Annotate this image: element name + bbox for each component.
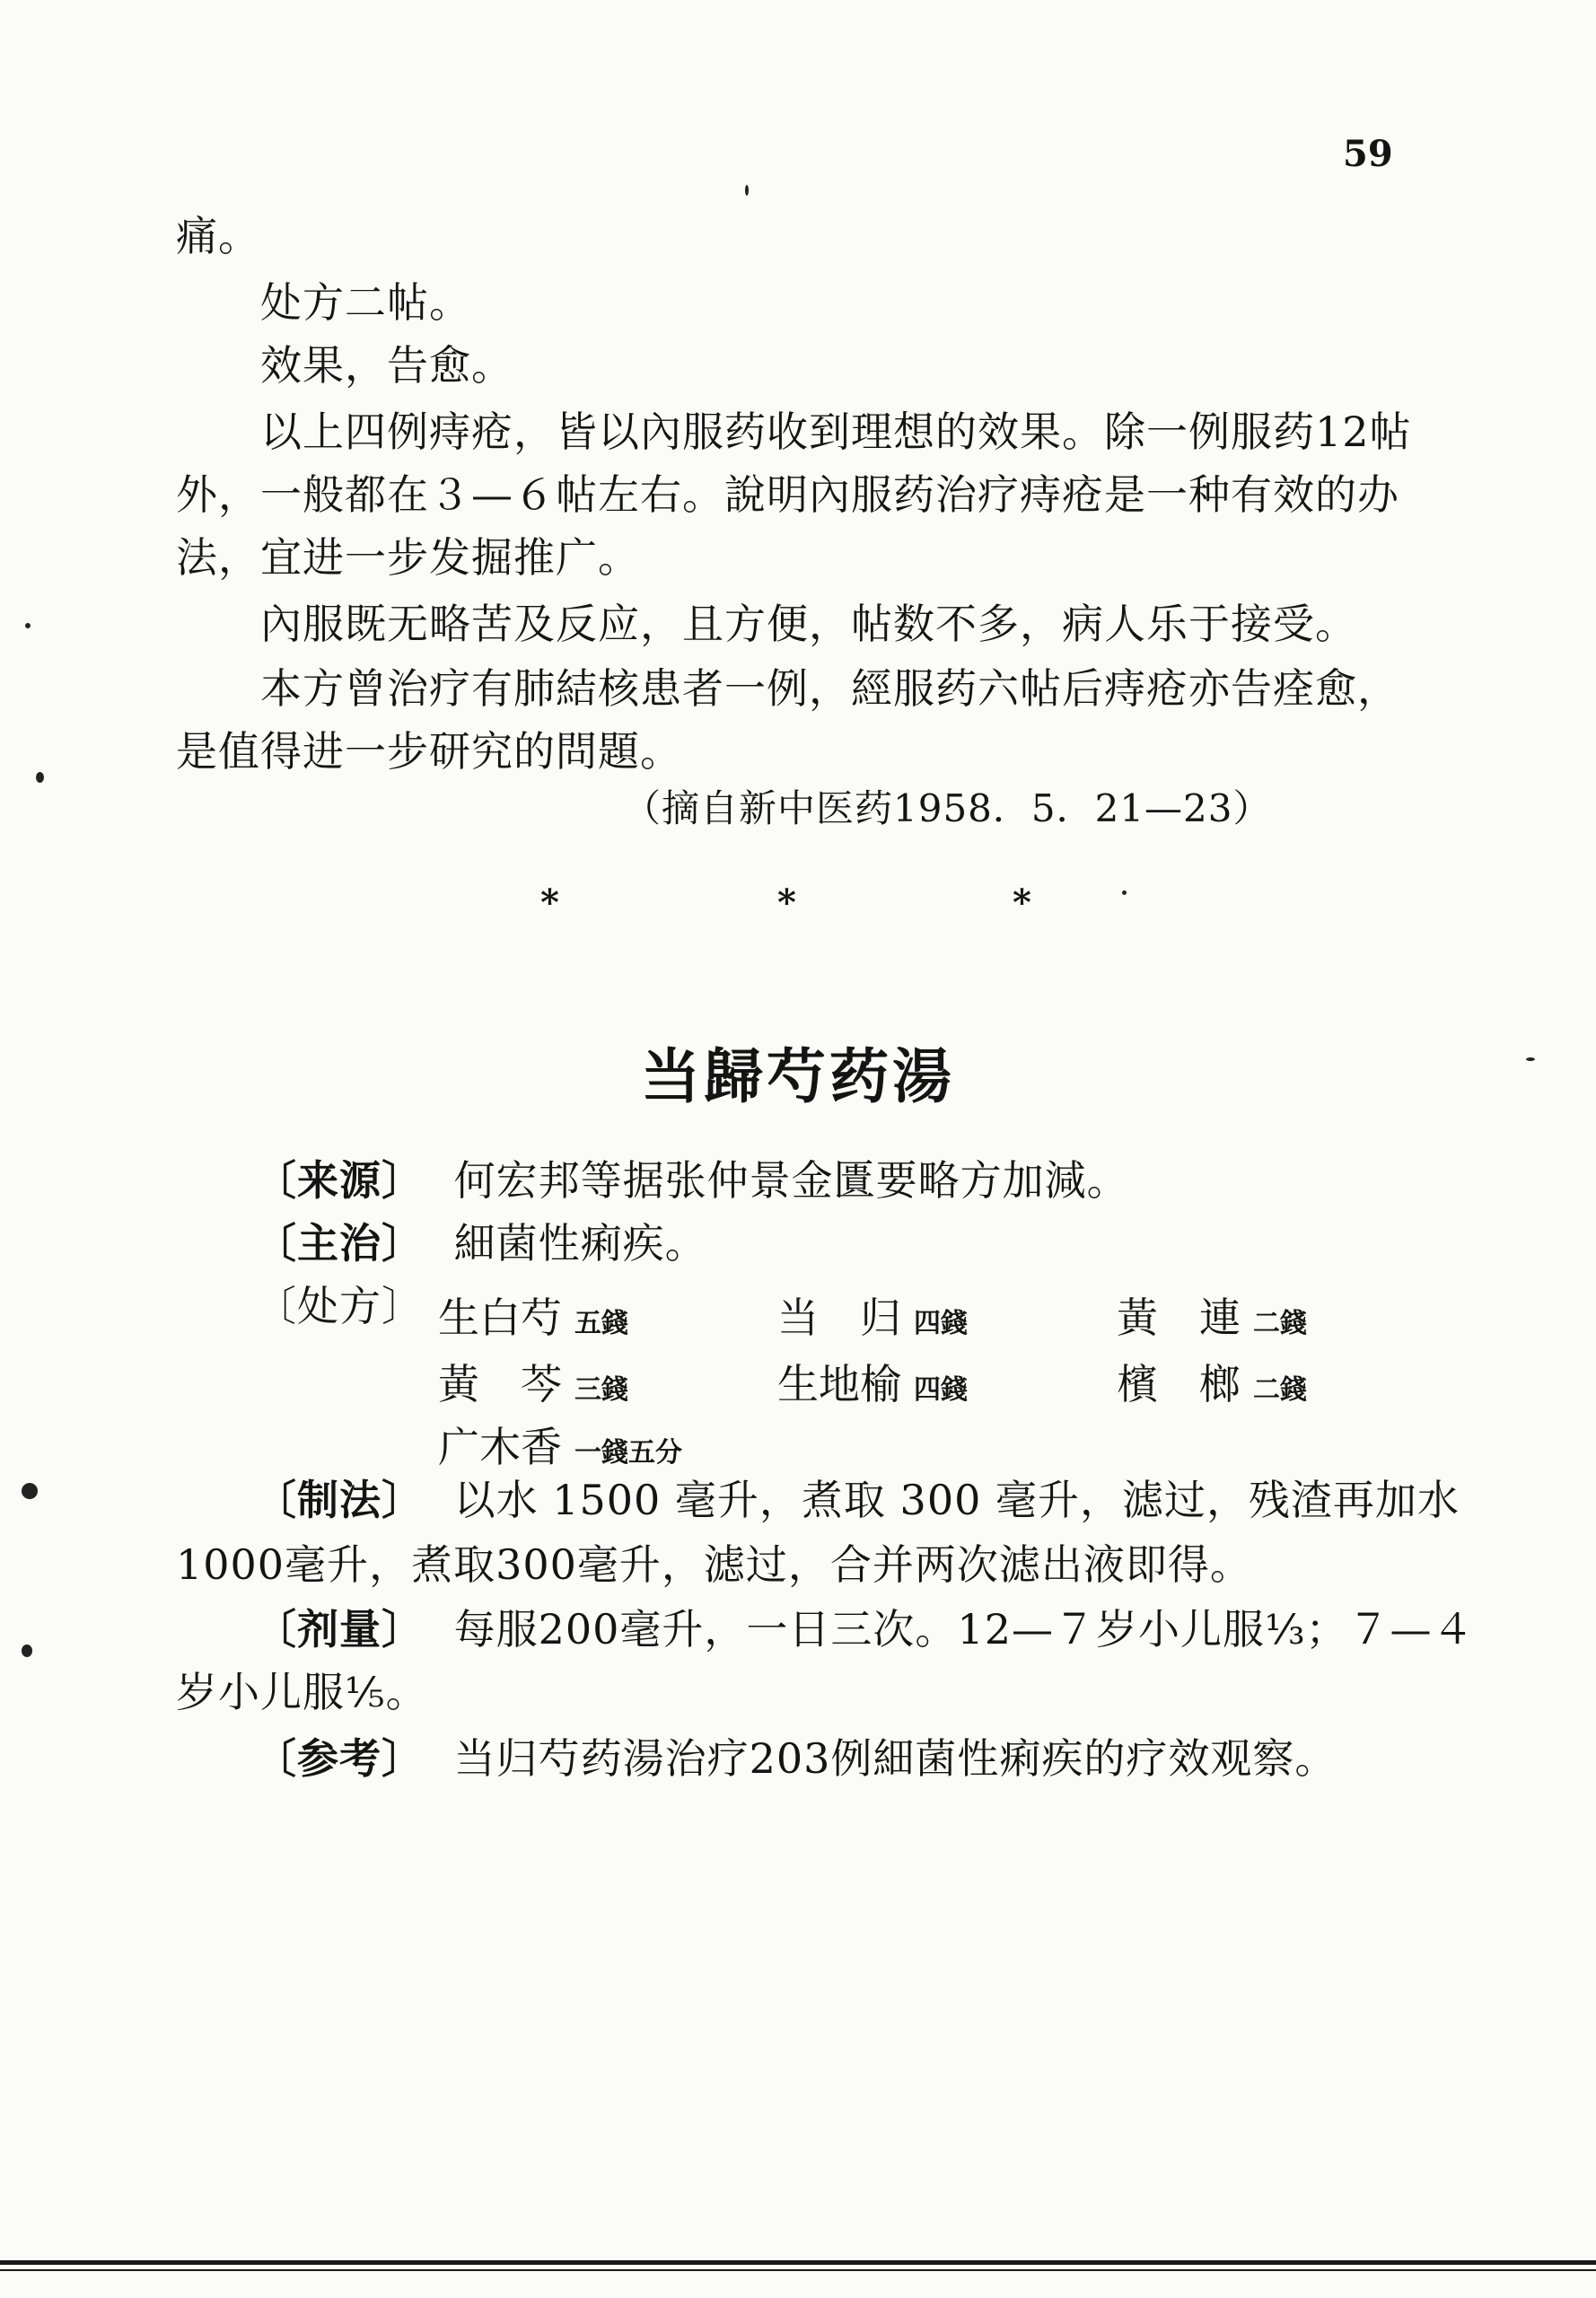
herb-item	[438, 1415, 682, 1474]
herb-name: 生地榆	[777, 1360, 901, 1408]
herb-item	[1117, 1352, 1307, 1411]
herb-name: 黃 連	[1117, 1294, 1241, 1342]
herb-dose: 四錢	[914, 1374, 968, 1406]
herb-dose: 二錢	[1253, 1308, 1307, 1339]
herb-item	[777, 1285, 968, 1345]
ink-speck	[1526, 1057, 1535, 1061]
ink-speck	[25, 623, 31, 628]
herb-name: 生白芍	[438, 1294, 562, 1342]
text-line: 以上四例痔疮，皆以內服药收到理想的效果。除一例服药12帖	[260, 408, 1412, 456]
dosage-text: 每服200毫升，一日三次。12—７岁小儿服⅓；７—４	[453, 1605, 1475, 1653]
preparation-text-continued: 1000毫升，煮取300毫升，滤过，合并两次滤出液即得。	[176, 1540, 1252, 1589]
herb-name: 当 归	[777, 1294, 901, 1342]
ink-speck	[22, 1483, 38, 1499]
herb-item	[777, 1352, 968, 1411]
herb-item	[438, 1352, 628, 1411]
herb-name: 广木香	[438, 1423, 562, 1471]
herb-dose: 二錢	[1253, 1374, 1307, 1406]
separator-star: *	[1013, 881, 1031, 924]
dosage-text-continued: 岁小儿服⅕。	[176, 1668, 428, 1716]
ink-speck	[1122, 890, 1127, 895]
separator-star: *	[540, 881, 559, 924]
recipe-title: 当歸芍药湯	[641, 1041, 955, 1111]
herb-dose: 四錢	[914, 1308, 968, 1339]
reference-row	[255, 1734, 1337, 1783]
source-label: 〔来源〕	[255, 1156, 424, 1205]
citation: （摘自新中医药1958．5．21—23）	[623, 786, 1272, 830]
indication-text: 細菌性痢疾。	[453, 1219, 707, 1267]
preparation-row	[255, 1476, 1460, 1524]
herb-item	[438, 1285, 628, 1345]
indication-label: 〔主治〕	[255, 1219, 424, 1267]
herb-item	[1117, 1285, 1307, 1345]
herb-dose: 三錢	[574, 1374, 628, 1406]
page-number: 59	[1343, 133, 1393, 175]
preparation-text: 以水 1500 毫升，煮取 300 毫升，滤过，残渣再加水	[453, 1476, 1460, 1524]
dosage-label: 〔剂量〕	[255, 1605, 424, 1653]
source-text: 何宏邦等据张仲景金匱要略方加減。	[453, 1156, 1129, 1205]
reference-label: 〔参考〕	[255, 1734, 424, 1783]
prescription-label: 〔处方〕	[255, 1282, 424, 1330]
preparation-label: 〔制法〕	[255, 1476, 424, 1524]
indication-row	[255, 1219, 707, 1267]
herb-name: 檳 榔	[1117, 1360, 1241, 1408]
text-line: 內服既无略苦及反应，且方便，帖数不多，病人乐于接受。	[260, 600, 1357, 648]
ink-speck	[22, 1645, 32, 1657]
herb-dose: 一錢五分	[574, 1437, 682, 1469]
text-line: 处方二帖。	[260, 278, 471, 327]
ink-speck	[745, 185, 749, 196]
herb-dose: 五錢	[574, 1308, 628, 1339]
text-line: 痛。	[176, 212, 260, 260]
separator-star: *	[777, 881, 796, 924]
text-line: 效果，告愈。	[260, 341, 513, 390]
bottom-rule	[0, 2260, 1596, 2265]
bottom-rule-thin	[0, 2269, 1596, 2271]
ink-speck	[36, 772, 44, 783]
text-line: 是值得进一步研究的問題。	[176, 727, 682, 776]
text-line: 外，一般都在３—６帖左右。說明內服药治疗痔疮是一种有效的办	[176, 470, 1399, 519]
text-line: 本方曾治疗有肺結核患者一例，經服药六帖后痔疮亦告痊愈，	[260, 664, 1399, 713]
reference-text: 当归芍药湯治疗203例細菌性痢疾的疗效观察。	[453, 1734, 1337, 1783]
source-row	[255, 1156, 1129, 1205]
dosage-row	[255, 1605, 1475, 1653]
text-line: 法，宜进一步发掘推广。	[176, 533, 640, 582]
herb-name: 黃 芩	[438, 1360, 562, 1408]
